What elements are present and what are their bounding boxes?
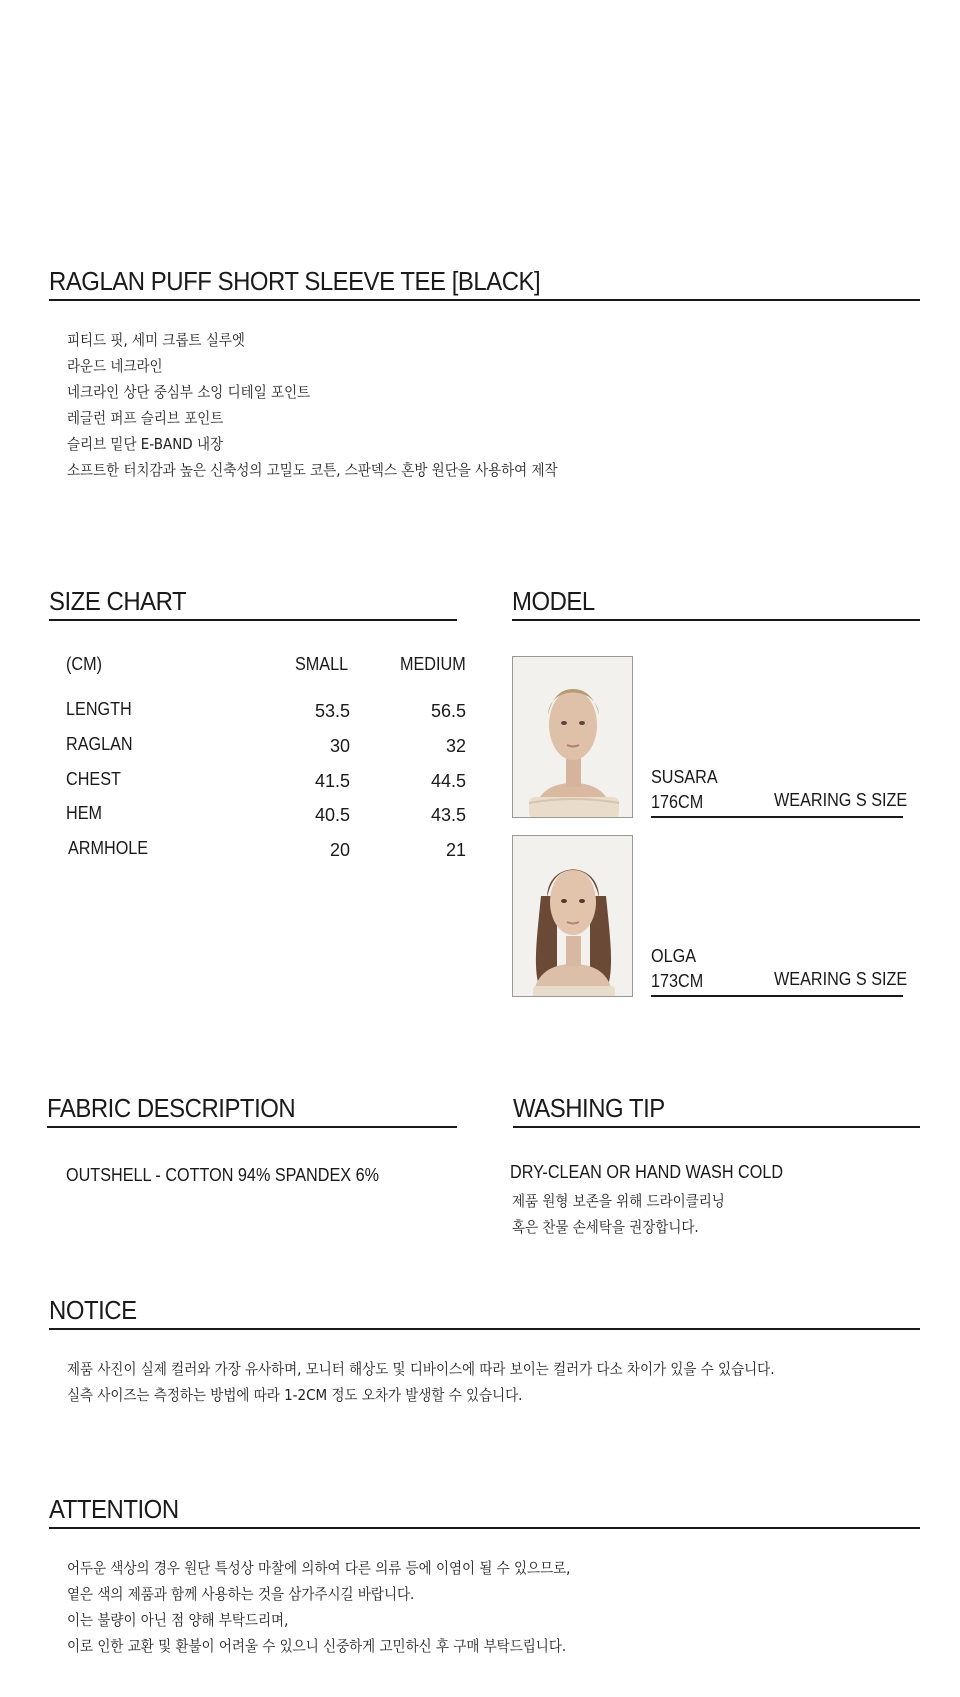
size-small-value: 20	[329, 840, 350, 860]
size-row-label: RAGLAN	[66, 734, 133, 754]
model-name: OLGA	[651, 946, 697, 966]
size-medium-value: 32	[445, 736, 466, 756]
size-small-value: 30	[329, 736, 350, 756]
washing-notes	[512, 1188, 725, 1240]
fabric-heading: FABRIC DESCRIPTION	[47, 1093, 296, 1123]
notice-text	[67, 1356, 775, 1408]
model-photo-olga	[512, 835, 633, 997]
product-title: RAGLAN PUFF SHORT SLEEVE TEE [BLACK]	[49, 266, 541, 296]
notice-line: 실측 사이즈는 측정하는 방법에 따라 1-2CM 정도 오차가 발생할 수 있습니다.	[67, 1386, 523, 1404]
attention-line: 이로 인한 교환 및 환불이 어려울 수 있으니 신중하게 고민하신 후 구매 부탁드립니다.	[67, 1637, 567, 1655]
size-small-value: 53.5	[314, 701, 350, 721]
size-row-label: CHEST	[66, 769, 121, 789]
size-small-value: 40.5	[314, 805, 350, 825]
washing-note-line: 제품 원형 보존을 위해 드라이클리닝	[512, 1192, 725, 1210]
size-column-small: SMALL	[295, 654, 349, 674]
model-name: SUSARA	[651, 767, 718, 787]
notice-line: 제품 사진이 실제 컬러와 가장 유사하며, 모니터 해상도 및 디바이스에 따라 보이는 컬러가 다소 차이가 있을 수 있습니다.	[67, 1360, 775, 1378]
model-wearing-size: WEARING S SIZE	[774, 790, 908, 810]
attention-text	[67, 1555, 570, 1659]
model-divider-susara	[651, 816, 903, 818]
model-heading: MODEL	[512, 586, 595, 616]
feature-item: 레글런 퍼프 슬리브 포인트	[67, 409, 224, 427]
size-chart-heading: SIZE CHART	[49, 586, 187, 616]
attention-line: 옅은 색의 제품과 함께 사용하는 것을 삼가주시길 바랍니다.	[67, 1585, 415, 1603]
feature-item: 피티드 핏, 세미 크롭트 실루엣	[67, 331, 245, 349]
notice-heading: NOTICE	[49, 1295, 137, 1325]
model-height: 173CM	[651, 971, 704, 991]
fabric-composition: OUTSHELL - COTTON 94% SPANDEX 6%	[66, 1165, 379, 1185]
size-row-label: LENGTH	[66, 699, 132, 719]
size-row-label: ARMHOLE	[68, 838, 149, 858]
attention-line: 어두운 색상의 경우 원단 특성상 마찰에 의하여 다른 의류 등에 이염이 될 수 있으므로,	[67, 1559, 571, 1577]
title-divider	[49, 299, 920, 301]
feature-item: 네크라인 상단 중심부 소잉 디테일 포인트	[67, 383, 311, 401]
model-photo-susara	[512, 656, 633, 818]
size-medium-value: 44.5	[430, 771, 466, 791]
size-medium-value: 43.5	[430, 805, 466, 825]
feature-item: 슬리브 밑단 E-BAND 내장	[67, 435, 224, 453]
size-chart-divider	[49, 619, 457, 621]
washing-main-instruction: DRY-CLEAN OR HAND WASH COLD	[510, 1162, 784, 1182]
fabric-divider	[47, 1126, 457, 1128]
attention-line: 이는 불량이 아닌 점 양해 부탁드리며,	[67, 1611, 289, 1629]
size-medium-value: 21	[445, 840, 466, 860]
attention-divider	[49, 1527, 920, 1529]
model-divider-olga	[651, 995, 903, 997]
size-unit: (CM)	[66, 654, 102, 674]
notice-divider	[49, 1328, 920, 1330]
size-medium-value: 56.5	[430, 701, 466, 721]
washing-divider	[513, 1126, 920, 1128]
feature-item: 라운드 네크라인	[67, 357, 163, 375]
size-small-value: 41.5	[314, 771, 350, 791]
washing-note-line: 혹은 찬물 손세탁을 권장합니다.	[512, 1218, 699, 1236]
feature-list	[67, 327, 558, 483]
size-column-medium: MEDIUM	[400, 654, 466, 674]
washing-heading: WASHING TIP	[513, 1093, 665, 1123]
model-height: 176CM	[651, 792, 704, 812]
feature-item: 소프트한 터치감과 높은 신축성의 고밀도 코튼, 스판덱스 혼방 원단을 사용하여 제작	[67, 461, 558, 479]
model-divider	[512, 619, 920, 621]
size-row-label: HEM	[66, 803, 102, 823]
attention-heading: ATTENTION	[49, 1494, 179, 1524]
model-wearing-size: WEARING S SIZE	[774, 969, 908, 989]
